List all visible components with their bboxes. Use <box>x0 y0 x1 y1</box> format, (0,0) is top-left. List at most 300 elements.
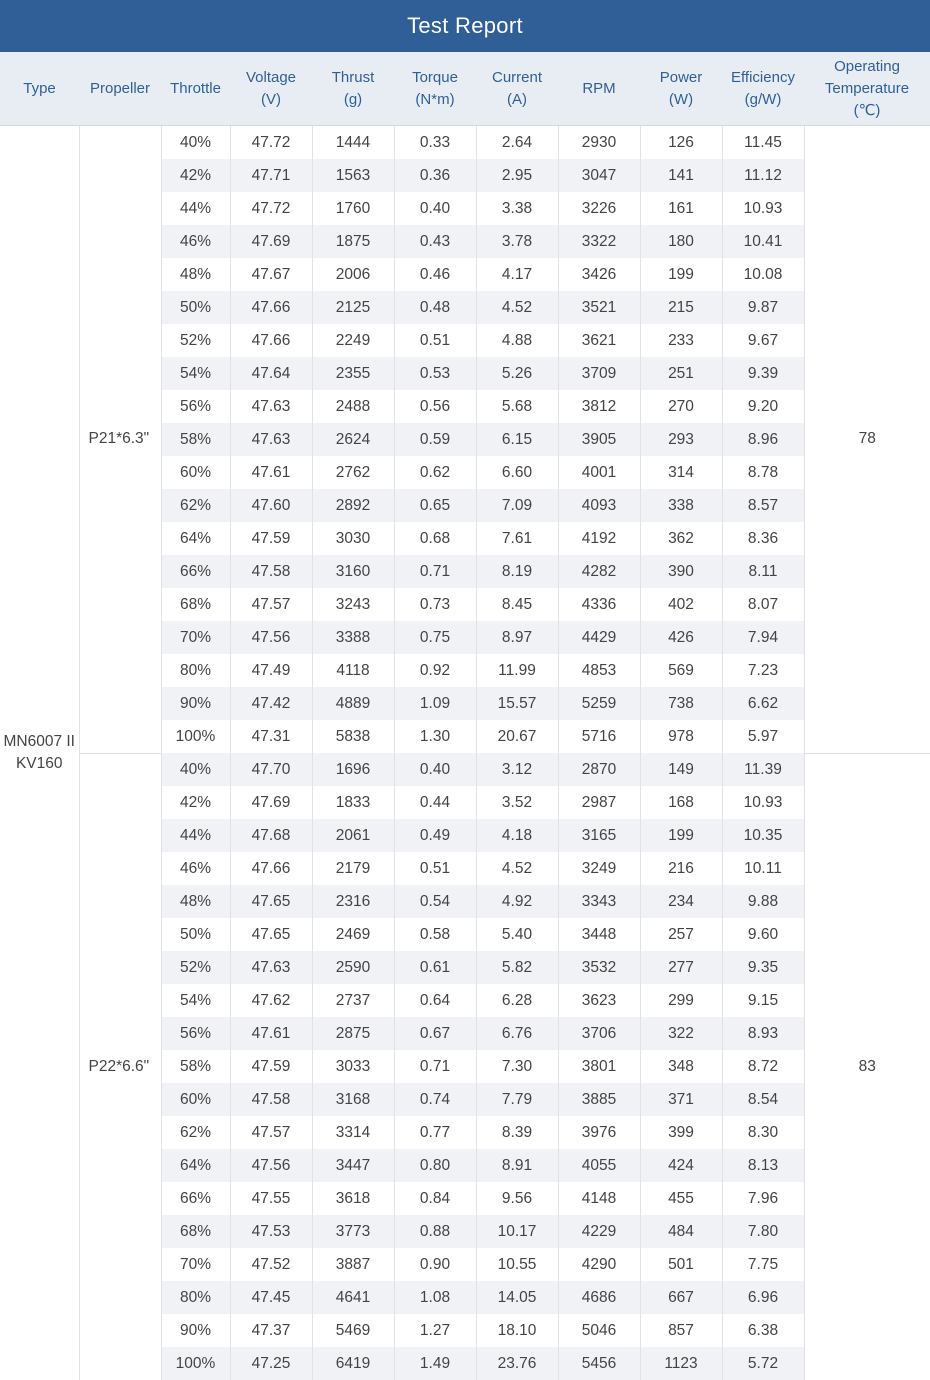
current-cell: 10.17 <box>476 1215 558 1248</box>
torque-cell: 0.58 <box>394 918 476 951</box>
torque-cell: 0.74 <box>394 1083 476 1116</box>
rpm-cell: 4686 <box>558 1281 640 1314</box>
throttle-cell: 64% <box>161 1149 230 1182</box>
thrust-cell: 2006 <box>312 258 394 291</box>
torque-cell: 1.27 <box>394 1314 476 1347</box>
header-type: Type <box>0 52 79 126</box>
current-cell: 3.12 <box>476 753 558 786</box>
current-cell: 4.18 <box>476 819 558 852</box>
power-cell: 455 <box>640 1182 722 1215</box>
header-thrust: Thrust (g) <box>312 52 394 126</box>
thrust-cell: 1875 <box>312 225 394 258</box>
throttle-cell: 62% <box>161 1116 230 1149</box>
current-cell: 8.19 <box>476 555 558 588</box>
thrust-cell: 5838 <box>312 720 394 753</box>
efficiency-cell: 6.96 <box>722 1281 804 1314</box>
current-cell: 8.91 <box>476 1149 558 1182</box>
rpm-cell: 3521 <box>558 291 640 324</box>
voltage-cell: 47.49 <box>230 654 312 687</box>
power-cell: 215 <box>640 291 722 324</box>
efficiency-cell: 9.35 <box>722 951 804 984</box>
current-cell: 2.64 <box>476 126 558 160</box>
thrust-cell: 2488 <box>312 390 394 423</box>
efficiency-cell: 11.45 <box>722 126 804 160</box>
throttle-cell: 64% <box>161 522 230 555</box>
rpm-cell: 3812 <box>558 390 640 423</box>
throttle-cell: 62% <box>161 489 230 522</box>
efficiency-cell: 7.94 <box>722 621 804 654</box>
power-cell: 399 <box>640 1116 722 1149</box>
rpm-cell: 4282 <box>558 555 640 588</box>
torque-cell: 0.40 <box>394 753 476 786</box>
rpm-cell: 3801 <box>558 1050 640 1083</box>
torque-cell: 0.62 <box>394 456 476 489</box>
throttle-cell: 68% <box>161 1215 230 1248</box>
torque-cell: 0.51 <box>394 852 476 885</box>
test-report-table <box>0 52 930 1380</box>
torque-cell: 0.53 <box>394 357 476 390</box>
current-cell: 6.60 <box>476 456 558 489</box>
power-cell: 168 <box>640 786 722 819</box>
thrust-cell: 3160 <box>312 555 394 588</box>
torque-cell: 0.92 <box>394 654 476 687</box>
power-cell: 141 <box>640 159 722 192</box>
voltage-cell: 47.63 <box>230 390 312 423</box>
power-cell: 293 <box>640 423 722 456</box>
efficiency-cell: 5.72 <box>722 1347 804 1380</box>
header-power: Power (W) <box>640 52 722 126</box>
current-cell: 4.52 <box>476 852 558 885</box>
efficiency-cell: 8.11 <box>722 555 804 588</box>
header-operating-temperature: Operating Temperature (℃) <box>804 52 930 126</box>
rpm-cell: 3532 <box>558 951 640 984</box>
throttle-cell: 58% <box>161 423 230 456</box>
efficiency-cell: 5.97 <box>722 720 804 753</box>
rpm-cell: 3905 <box>558 423 640 456</box>
thrust-cell: 3388 <box>312 621 394 654</box>
operating-temperature-cell: 78 <box>804 126 930 754</box>
rpm-cell: 4853 <box>558 654 640 687</box>
efficiency-cell: 8.57 <box>722 489 804 522</box>
current-cell: 7.30 <box>476 1050 558 1083</box>
header-efficiency: Efficiency (g/W) <box>722 52 804 126</box>
current-cell: 10.55 <box>476 1248 558 1281</box>
efficiency-cell: 9.39 <box>722 357 804 390</box>
voltage-cell: 47.25 <box>230 1347 312 1380</box>
report-body <box>0 126 930 1380</box>
thrust-cell: 3887 <box>312 1248 394 1281</box>
voltage-cell: 47.56 <box>230 621 312 654</box>
efficiency-cell: 8.13 <box>722 1149 804 1182</box>
thrust-cell: 1760 <box>312 192 394 225</box>
torque-cell: 0.46 <box>394 258 476 291</box>
rpm-cell: 3226 <box>558 192 640 225</box>
efficiency-cell: 8.07 <box>722 588 804 621</box>
torque-cell: 0.61 <box>394 951 476 984</box>
rpm-cell: 3448 <box>558 918 640 951</box>
voltage-cell: 47.31 <box>230 720 312 753</box>
motor-model: MN6007 II <box>3 733 75 750</box>
efficiency-cell: 8.30 <box>722 1116 804 1149</box>
current-cell: 6.15 <box>476 423 558 456</box>
voltage-cell: 47.68 <box>230 819 312 852</box>
current-cell: 8.45 <box>476 588 558 621</box>
thrust-cell: 2624 <box>312 423 394 456</box>
torque-cell: 0.56 <box>394 390 476 423</box>
voltage-cell: 47.59 <box>230 1050 312 1083</box>
voltage-cell: 47.65 <box>230 885 312 918</box>
thrust-cell: 3773 <box>312 1215 394 1248</box>
efficiency-cell: 11.12 <box>722 159 804 192</box>
throttle-cell: 50% <box>161 291 230 324</box>
power-cell: 371 <box>640 1083 722 1116</box>
rpm-cell: 5716 <box>558 720 640 753</box>
current-cell: 3.78 <box>476 225 558 258</box>
throttle-cell: 100% <box>161 1347 230 1380</box>
power-cell: 216 <box>640 852 722 885</box>
thrust-cell: 2762 <box>312 456 394 489</box>
thrust-cell: 2355 <box>312 357 394 390</box>
efficiency-cell: 8.78 <box>722 456 804 489</box>
voltage-cell: 47.72 <box>230 126 312 160</box>
throttle-cell: 46% <box>161 852 230 885</box>
thrust-cell: 2316 <box>312 885 394 918</box>
motor-type-cell <box>0 126 79 1380</box>
current-cell: 6.76 <box>476 1017 558 1050</box>
torque-cell: 0.33 <box>394 126 476 160</box>
voltage-cell: 47.63 <box>230 951 312 984</box>
table-row <box>0 126 930 160</box>
torque-cell: 0.71 <box>394 1050 476 1083</box>
voltage-cell: 47.65 <box>230 918 312 951</box>
efficiency-cell: 9.88 <box>722 885 804 918</box>
efficiency-cell: 10.11 <box>722 852 804 885</box>
throttle-cell: 56% <box>161 390 230 423</box>
rpm-cell: 3621 <box>558 324 640 357</box>
torque-cell: 1.09 <box>394 687 476 720</box>
voltage-cell: 47.71 <box>230 159 312 192</box>
power-cell: 338 <box>640 489 722 522</box>
power-cell: 390 <box>640 555 722 588</box>
thrust-cell: 1563 <box>312 159 394 192</box>
voltage-cell: 47.58 <box>230 1083 312 1116</box>
power-cell: 322 <box>640 1017 722 1050</box>
power-cell: 348 <box>640 1050 722 1083</box>
propeller-cell: P22*6.6" <box>79 753 161 1380</box>
throttle-cell: 42% <box>161 159 230 192</box>
efficiency-cell: 6.62 <box>722 687 804 720</box>
torque-cell: 0.71 <box>394 555 476 588</box>
rpm-cell: 3426 <box>558 258 640 291</box>
efficiency-cell: 8.93 <box>722 1017 804 1050</box>
voltage-cell: 47.61 <box>230 456 312 489</box>
efficiency-cell: 7.80 <box>722 1215 804 1248</box>
rpm-cell: 4093 <box>558 489 640 522</box>
power-cell: 149 <box>640 753 722 786</box>
thrust-cell: 5469 <box>312 1314 394 1347</box>
power-cell: 978 <box>640 720 722 753</box>
rpm-cell: 4055 <box>558 1149 640 1182</box>
thrust-cell: 2590 <box>312 951 394 984</box>
throttle-cell: 66% <box>161 1182 230 1215</box>
power-cell: 1123 <box>640 1347 722 1380</box>
efficiency-cell: 10.41 <box>722 225 804 258</box>
torque-cell: 0.75 <box>394 621 476 654</box>
thrust-cell: 2737 <box>312 984 394 1017</box>
throttle-cell: 40% <box>161 753 230 786</box>
torque-cell: 1.08 <box>394 1281 476 1314</box>
voltage-cell: 47.69 <box>230 786 312 819</box>
throttle-cell: 90% <box>161 687 230 720</box>
torque-cell: 0.84 <box>394 1182 476 1215</box>
rpm-cell: 5456 <box>558 1347 640 1380</box>
throttle-cell: 48% <box>161 258 230 291</box>
torque-cell: 0.80 <box>394 1149 476 1182</box>
voltage-cell: 47.59 <box>230 522 312 555</box>
torque-cell: 0.59 <box>394 423 476 456</box>
rpm-cell: 5259 <box>558 687 640 720</box>
thrust-cell: 3168 <box>312 1083 394 1116</box>
motor-kv: KV160 <box>15 755 63 772</box>
current-cell: 5.40 <box>476 918 558 951</box>
current-cell: 3.52 <box>476 786 558 819</box>
torque-cell: 0.67 <box>394 1017 476 1050</box>
thrust-cell: 3314 <box>312 1116 394 1149</box>
efficiency-cell: 7.96 <box>722 1182 804 1215</box>
throttle-cell: 54% <box>161 984 230 1017</box>
torque-cell: 1.49 <box>394 1347 476 1380</box>
thrust-cell: 2469 <box>312 918 394 951</box>
rpm-cell: 4429 <box>558 621 640 654</box>
voltage-cell: 47.66 <box>230 852 312 885</box>
power-cell: 362 <box>640 522 722 555</box>
power-cell: 299 <box>640 984 722 1017</box>
efficiency-cell: 9.60 <box>722 918 804 951</box>
torque-cell: 0.48 <box>394 291 476 324</box>
thrust-cell: 4118 <box>312 654 394 687</box>
thrust-cell: 4889 <box>312 687 394 720</box>
rpm-cell: 3165 <box>558 819 640 852</box>
rpm-cell: 3623 <box>558 984 640 1017</box>
rpm-cell: 4192 <box>558 522 640 555</box>
efficiency-cell: 9.67 <box>722 324 804 357</box>
throttle-cell: 100% <box>161 720 230 753</box>
efficiency-cell: 10.93 <box>722 786 804 819</box>
torque-cell: 0.51 <box>394 324 476 357</box>
header-row <box>0 52 930 126</box>
thrust-cell: 1833 <box>312 786 394 819</box>
voltage-cell: 47.37 <box>230 1314 312 1347</box>
power-cell: 126 <box>640 126 722 160</box>
throttle-cell: 42% <box>161 786 230 819</box>
torque-cell: 0.49 <box>394 819 476 852</box>
power-cell: 199 <box>640 258 722 291</box>
voltage-cell: 47.52 <box>230 1248 312 1281</box>
thrust-cell: 2892 <box>312 489 394 522</box>
efficiency-cell: 9.15 <box>722 984 804 1017</box>
throttle-cell: 80% <box>161 654 230 687</box>
rpm-cell: 3249 <box>558 852 640 885</box>
power-cell: 277 <box>640 951 722 984</box>
power-cell: 161 <box>640 192 722 225</box>
torque-cell: 0.68 <box>394 522 476 555</box>
current-cell: 6.28 <box>476 984 558 1017</box>
power-cell: 270 <box>640 390 722 423</box>
voltage-cell: 47.57 <box>230 1116 312 1149</box>
torque-cell: 0.64 <box>394 984 476 1017</box>
rpm-cell: 4290 <box>558 1248 640 1281</box>
torque-cell: 0.90 <box>394 1248 476 1281</box>
torque-cell: 0.73 <box>394 588 476 621</box>
current-cell: 7.61 <box>476 522 558 555</box>
thrust-cell: 1696 <box>312 753 394 786</box>
throttle-cell: 60% <box>161 1083 230 1116</box>
header-current: Current (A) <box>476 52 558 126</box>
throttle-cell: 70% <box>161 1248 230 1281</box>
voltage-cell: 47.70 <box>230 753 312 786</box>
throttle-cell: 54% <box>161 357 230 390</box>
power-cell: 251 <box>640 357 722 390</box>
throttle-cell: 68% <box>161 588 230 621</box>
efficiency-cell: 10.35 <box>722 819 804 852</box>
voltage-cell: 47.56 <box>230 1149 312 1182</box>
header-propeller: Propeller <box>79 52 161 126</box>
rpm-cell: 3343 <box>558 885 640 918</box>
efficiency-cell: 10.93 <box>722 192 804 225</box>
current-cell: 2.95 <box>476 159 558 192</box>
power-cell: 426 <box>640 621 722 654</box>
efficiency-cell: 6.38 <box>722 1314 804 1347</box>
current-cell: 7.79 <box>476 1083 558 1116</box>
power-cell: 569 <box>640 654 722 687</box>
efficiency-cell: 8.72 <box>722 1050 804 1083</box>
throttle-cell: 48% <box>161 885 230 918</box>
thrust-cell: 3243 <box>312 588 394 621</box>
thrust-cell: 3447 <box>312 1149 394 1182</box>
voltage-cell: 47.66 <box>230 291 312 324</box>
power-cell: 424 <box>640 1149 722 1182</box>
rpm-cell: 4148 <box>558 1182 640 1215</box>
power-cell: 314 <box>640 456 722 489</box>
current-cell: 18.10 <box>476 1314 558 1347</box>
efficiency-cell: 7.75 <box>722 1248 804 1281</box>
thrust-cell: 2061 <box>312 819 394 852</box>
throttle-cell: 40% <box>161 126 230 160</box>
current-cell: 8.97 <box>476 621 558 654</box>
thrust-cell: 1444 <box>312 126 394 160</box>
throttle-cell: 80% <box>161 1281 230 1314</box>
voltage-cell: 47.58 <box>230 555 312 588</box>
power-cell: 501 <box>640 1248 722 1281</box>
header-rpm: RPM <box>558 52 640 126</box>
torque-cell: 0.88 <box>394 1215 476 1248</box>
thrust-cell: 3030 <box>312 522 394 555</box>
current-cell: 15.57 <box>476 687 558 720</box>
torque-cell: 0.77 <box>394 1116 476 1149</box>
efficiency-cell: 11.39 <box>722 753 804 786</box>
throttle-cell: 66% <box>161 555 230 588</box>
efficiency-cell: 9.20 <box>722 390 804 423</box>
power-cell: 484 <box>640 1215 722 1248</box>
throttle-cell: 58% <box>161 1050 230 1083</box>
power-cell: 402 <box>640 588 722 621</box>
current-cell: 4.52 <box>476 291 558 324</box>
voltage-cell: 47.57 <box>230 588 312 621</box>
current-cell: 3.38 <box>476 192 558 225</box>
voltage-cell: 47.45 <box>230 1281 312 1314</box>
rpm-cell: 4001 <box>558 456 640 489</box>
efficiency-cell: 9.87 <box>722 291 804 324</box>
power-cell: 857 <box>640 1314 722 1347</box>
rpm-cell: 2987 <box>558 786 640 819</box>
voltage-cell: 47.61 <box>230 1017 312 1050</box>
voltage-cell: 47.53 <box>230 1215 312 1248</box>
current-cell: 5.26 <box>476 357 558 390</box>
current-cell: 7.09 <box>476 489 558 522</box>
current-cell: 23.76 <box>476 1347 558 1380</box>
throttle-cell: 44% <box>161 192 230 225</box>
current-cell: 8.39 <box>476 1116 558 1149</box>
power-cell: 738 <box>640 687 722 720</box>
thrust-cell: 6419 <box>312 1347 394 1380</box>
efficiency-cell: 8.36 <box>722 522 804 555</box>
torque-cell: 0.65 <box>394 489 476 522</box>
thrust-cell: 2125 <box>312 291 394 324</box>
throttle-cell: 52% <box>161 951 230 984</box>
power-cell: 234 <box>640 885 722 918</box>
thrust-cell: 2179 <box>312 852 394 885</box>
current-cell: 5.68 <box>476 390 558 423</box>
voltage-cell: 47.42 <box>230 687 312 720</box>
rpm-cell: 3047 <box>558 159 640 192</box>
torque-cell: 1.30 <box>394 720 476 753</box>
current-cell: 4.88 <box>476 324 558 357</box>
rpm-cell: 3706 <box>558 1017 640 1050</box>
throttle-cell: 44% <box>161 819 230 852</box>
rpm-cell: 2930 <box>558 126 640 160</box>
thrust-cell: 2249 <box>312 324 394 357</box>
throttle-cell: 52% <box>161 324 230 357</box>
rpm-cell: 4229 <box>558 1215 640 1248</box>
rpm-cell: 2870 <box>558 753 640 786</box>
torque-cell: 0.36 <box>394 159 476 192</box>
torque-cell: 0.40 <box>394 192 476 225</box>
throttle-cell: 60% <box>161 456 230 489</box>
throttle-cell: 56% <box>161 1017 230 1050</box>
throttle-cell: 70% <box>161 621 230 654</box>
voltage-cell: 47.62 <box>230 984 312 1017</box>
rpm-cell: 4336 <box>558 588 640 621</box>
throttle-cell: 50% <box>161 918 230 951</box>
torque-cell: 0.44 <box>394 786 476 819</box>
operating-temperature-cell: 83 <box>804 753 930 1380</box>
power-cell: 257 <box>640 918 722 951</box>
current-cell: 4.17 <box>476 258 558 291</box>
voltage-cell: 47.55 <box>230 1182 312 1215</box>
header-voltage: Voltage (V) <box>230 52 312 126</box>
voltage-cell: 47.64 <box>230 357 312 390</box>
thrust-cell: 4641 <box>312 1281 394 1314</box>
table-row <box>0 753 930 786</box>
rpm-cell: 3885 <box>558 1083 640 1116</box>
efficiency-cell: 8.54 <box>722 1083 804 1116</box>
rpm-cell: 3976 <box>558 1116 640 1149</box>
current-cell: 11.99 <box>476 654 558 687</box>
voltage-cell: 47.69 <box>230 225 312 258</box>
efficiency-cell: 7.23 <box>722 654 804 687</box>
current-cell: 4.92 <box>476 885 558 918</box>
voltage-cell: 47.72 <box>230 192 312 225</box>
